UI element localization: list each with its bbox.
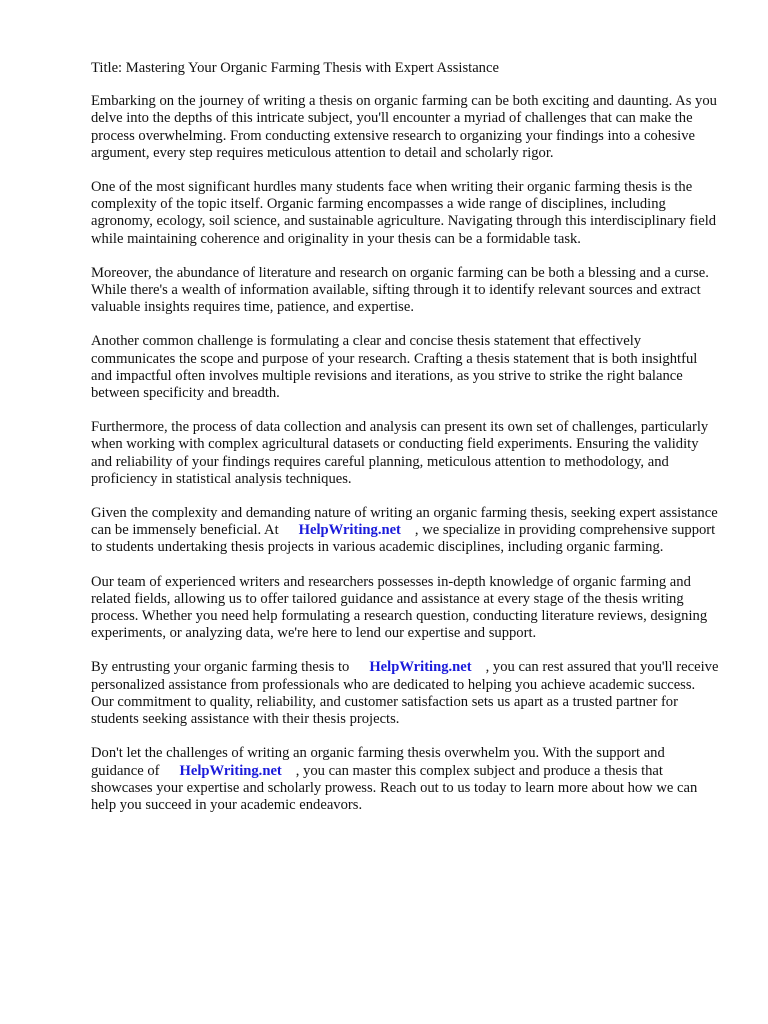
paragraph-9-text-before: Don't let the challenges of writing an organic farming thesis overwhelm you. With the support and guidance of — [91, 745, 665, 779]
paragraph-3: Moreover, the abundance of literature and research on organic farming can be both a blessing and a curse. While there's a wealth of information available, sifting through it to identify relevant sources and extract valuable insights requires time, patience, and expertise. — [91, 264, 709, 316]
paragraph-6-text-after: , we specialize in providing comprehensive support to students undertaking thesis projects in various academic disciplines, including organic farming. — [91, 522, 716, 556]
paragraph-6 — [91, 505, 721, 557]
paragraph-6-text-before: Given the complexity and demanding nature of writing an organic farming thesis, seeking expert assistance can be immensely beneficial. At — [91, 505, 718, 539]
paragraph-4: Another common challenge is formulating a clear and concise thesis statement that effectively communicates the scope and purpose of your research. Crafting a thesis statement that is both insightful and impactful often involves multiple revisions and iterations, as you strive to strike the right balance between specificity and breadth. — [91, 333, 698, 402]
document-page — [91, 60, 721, 831]
paragraph-8 — [91, 659, 721, 728]
paragraph-9-text-after: , you can master this complex subject and produce a thesis that showcases your expertise and scholarly prowess. Reach out to us today to learn more about how we can help you succeed in your academic endeavors. — [91, 762, 698, 813]
paragraph-7: Our team of experienced writers and researchers possesses in-depth knowledge of organic farming and related fields, allowing us to offer tailored guidance and assistance at every stage of the thesis writing process. Whether you need help formulating a research question, conducting literature reviews, designing experiments, or analyzing data, we're here to lend our expertise and support. — [91, 573, 708, 642]
paragraph-9 — [91, 745, 721, 814]
helpwriting-link-1[interactable]: HelpWriting.net — [298, 522, 401, 539]
paragraph-1: Embarking on the journey of writing a thesis on organic farming can be both exciting and daunting. As you delve into the depths of this intricate subject, you'll encounter a myriad of challenges that can make the process overwhelming. From conducting extensive research to organizing your findings into a cohesive argument, every step requires meticulous attention to detail and scholarly rigor. — [91, 93, 717, 161]
helpwriting-link-2[interactable]: HelpWriting.net — [369, 659, 472, 676]
document-title: Title: Mastering Your Organic Farming Thesis with Expert Assistance — [91, 60, 499, 76]
paragraph-5: Furthermore, the process of data collection and analysis can present its own set of challenges, particularly when working with complex agricultural datasets or conducting field experiments. Ensuring the validity and reliability of your findings requires careful planning, meticulous attention to methodology, and proficiency in statistical analysis techniques. — [91, 419, 709, 487]
paragraph-8-text-after: , you can rest assured that you'll receive personalized assistance from professionals who are dedicated to helping you achieve academic success. Our commitment to quality, reliability, and customer satisfaction sets us apart as a trusted partner for students seeking assistance with their thesis projects. — [91, 659, 719, 728]
paragraph-8-text-before: By entrusting your organic farming thesis to — [91, 659, 350, 676]
helpwriting-link-3[interactable]: HelpWriting.net — [179, 762, 282, 779]
paragraph-2: One of the most significant hurdles many students face when writing their organic farming thesis is the complexity of the topic itself. Organic farming encompasses a wide range of disciplines, including agronomy, ecology, soil science, and sustainable agriculture. Navigating through this interdisciplinary field while maintaining coherence and originality in your thesis can be a formidable task. — [91, 179, 717, 247]
